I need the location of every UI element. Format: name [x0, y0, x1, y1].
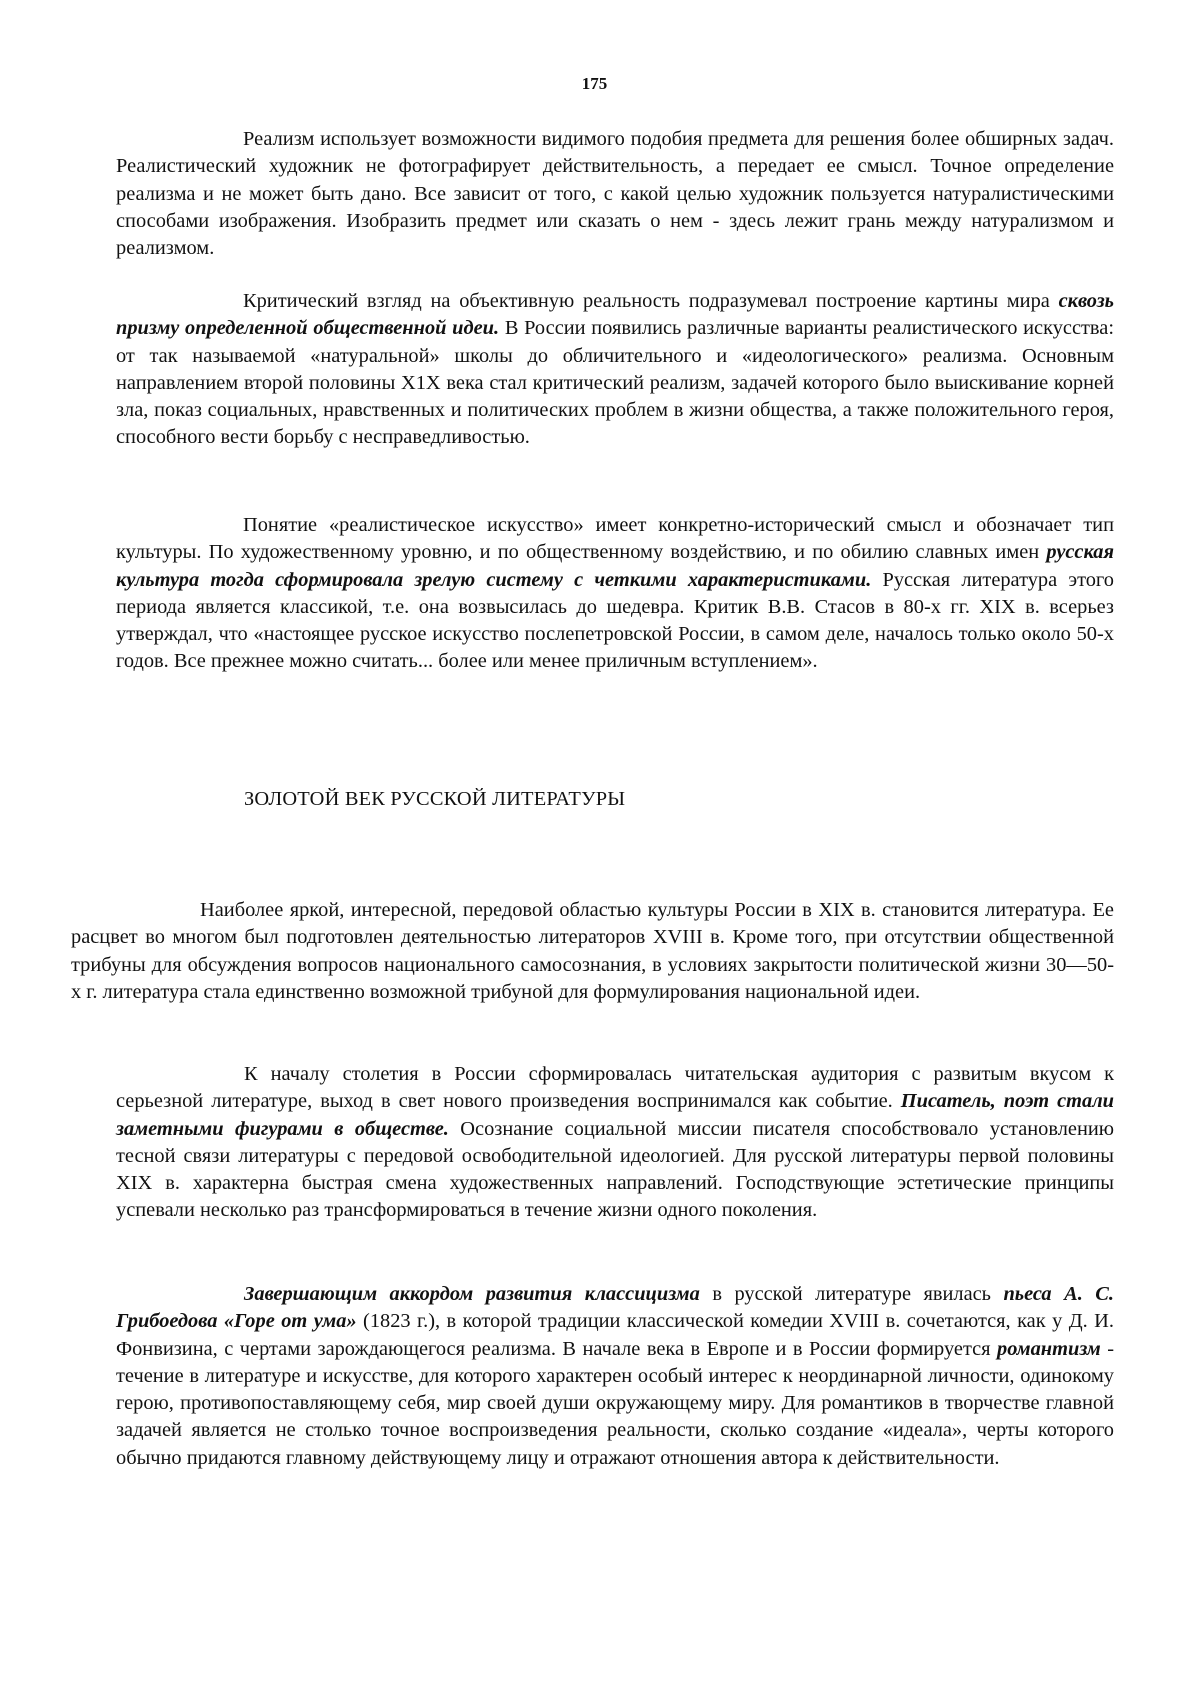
paragraph-readership	[116, 1061, 1114, 1225]
paragraph-text: Понятие «реалистическое искусство» имеет конкретно-исторический смысл и обозначает тип культуры. По художественному уровню, и по общественному воздействию, и по обилию славных имен	[116, 514, 1114, 564]
emphasis-text: романтизм	[997, 1337, 1101, 1360]
paragraph-text: (1823 г.), в которой традиции классической комедии XVIII в. сочетаются, как у Д. И. Фонвизина, с чертами зарождающегося реализма. В начале века в Европе и в России формируется	[116, 1310, 1114, 1360]
page-number: 175	[581, 74, 608, 93]
paragraph-text: в русской литературе явилась	[699, 1283, 1004, 1305]
paragraph-realistic-art	[116, 512, 1114, 676]
emphasis-text: сквозь призму определенной общественной идеи.	[116, 290, 1114, 340]
paragraph-critical-realism	[116, 288, 1114, 452]
emphasis-text: Завершающим аккордом развития классицизма	[244, 1283, 700, 1305]
paragraph-text: - течение в литературе и искусстве, для которого характерен особый интерес к неординарной личности, одинокому герою, противопоставляющему себя, мир своей души окружающему миру. Для романтиков в творчестве главной задачей является не столько точное воспроизведения реальности, сколько создание «идеала», черты которого обычно придаются главному действующему лицу и отражают отношения автора к действительности.	[116, 1337, 1114, 1469]
paragraph-text: Осознание социальной миссии писателя способствовало установлению тесной связи литературы с передовой освободительной идеологией. Для русской литературы первой половины XIX в. характерна быстрая смена художественных направлений. Господствующие эстетические принципы успевали несколько раз трансформироваться в течение жизни одного поколения.	[116, 1117, 1114, 1222]
paragraph-realism-definition	[116, 126, 1114, 262]
paragraph-text: Реализм использует возможности видимого подобия предмета для решения более обширных задач. Реалистический художник не фотографирует действительность, а передает ее смысл. Точное определение реализма и не может быть дано. Все зависит от того, с какой целью художник пользуется натуралистическими способами изображения. Изобразить предмет или сказать о нем - здесь лежит грань между натурализмом и реализмом.	[116, 128, 1114, 260]
paragraph-text: В России появились различные варианты реалистического искусства: от так называемой «натуральной» школы до обличительного и «идеологического» реализма. Основным направлением второй половины X1X века стал критический реализм, задачей которого было выискивание корней зла, показ социальных, нравственных и политических проблем в жизни общества, а также положительного героя, способного вести борьбу с несправедливостью.	[116, 317, 1115, 449]
paragraph-text: К началу столетия в России сформировалась читательская аудитория с развитым вкусом к серьезной литературе, выход в свет нового произведения воспринимался как событие.	[116, 1063, 1114, 1113]
emphasis-text: пьеса А. С. Грибоедова «Горе от ума»	[116, 1283, 1114, 1333]
paragraph-text: Критический взгляд на объективную реальность подразумевал построение картины мира	[243, 290, 1059, 312]
emphasis-text: Писатель, поэт стали заметными фигурами в обществе.	[116, 1090, 1114, 1140]
paragraph-classicism-romanticism	[116, 1281, 1114, 1472]
paragraph-text: Русская литература этого периода является классикой, т.е. она возвысилась до шедевра. Критик В.В. Стасов в 80-х гг. XIX в. всерьез утверждал, что «настоящее русское искусство послепетровской России, в самом деле, началось только около 50-х годов. Все прежнее можно считать... более или менее приличным вступлением».	[116, 568, 1114, 673]
paragraph-literature-intro	[71, 897, 1114, 1006]
paragraph-text: Наиболее яркой, интересной, передовой областью культуры России в XIX в. становится литература. Ее расцвет во многом был подготовлен деятельностью литераторов XVIII в. Кроме того, при отсутствии общественной трибуны для обсуждения вопросов национального самосознания, в условиях закрытости политической жизни 30—50-х г. литература стала единственно возможной трибуной для формулирования национальной идеи.	[71, 899, 1114, 1003]
emphasis-text: русская культура тогда сформировала зрелую систему с четкими характеристиками.	[116, 541, 1114, 591]
section-heading: ЗОЛОТОЙ ВЕК РУССКОЙ ЛИТЕРАТУРЫ	[244, 788, 626, 810]
